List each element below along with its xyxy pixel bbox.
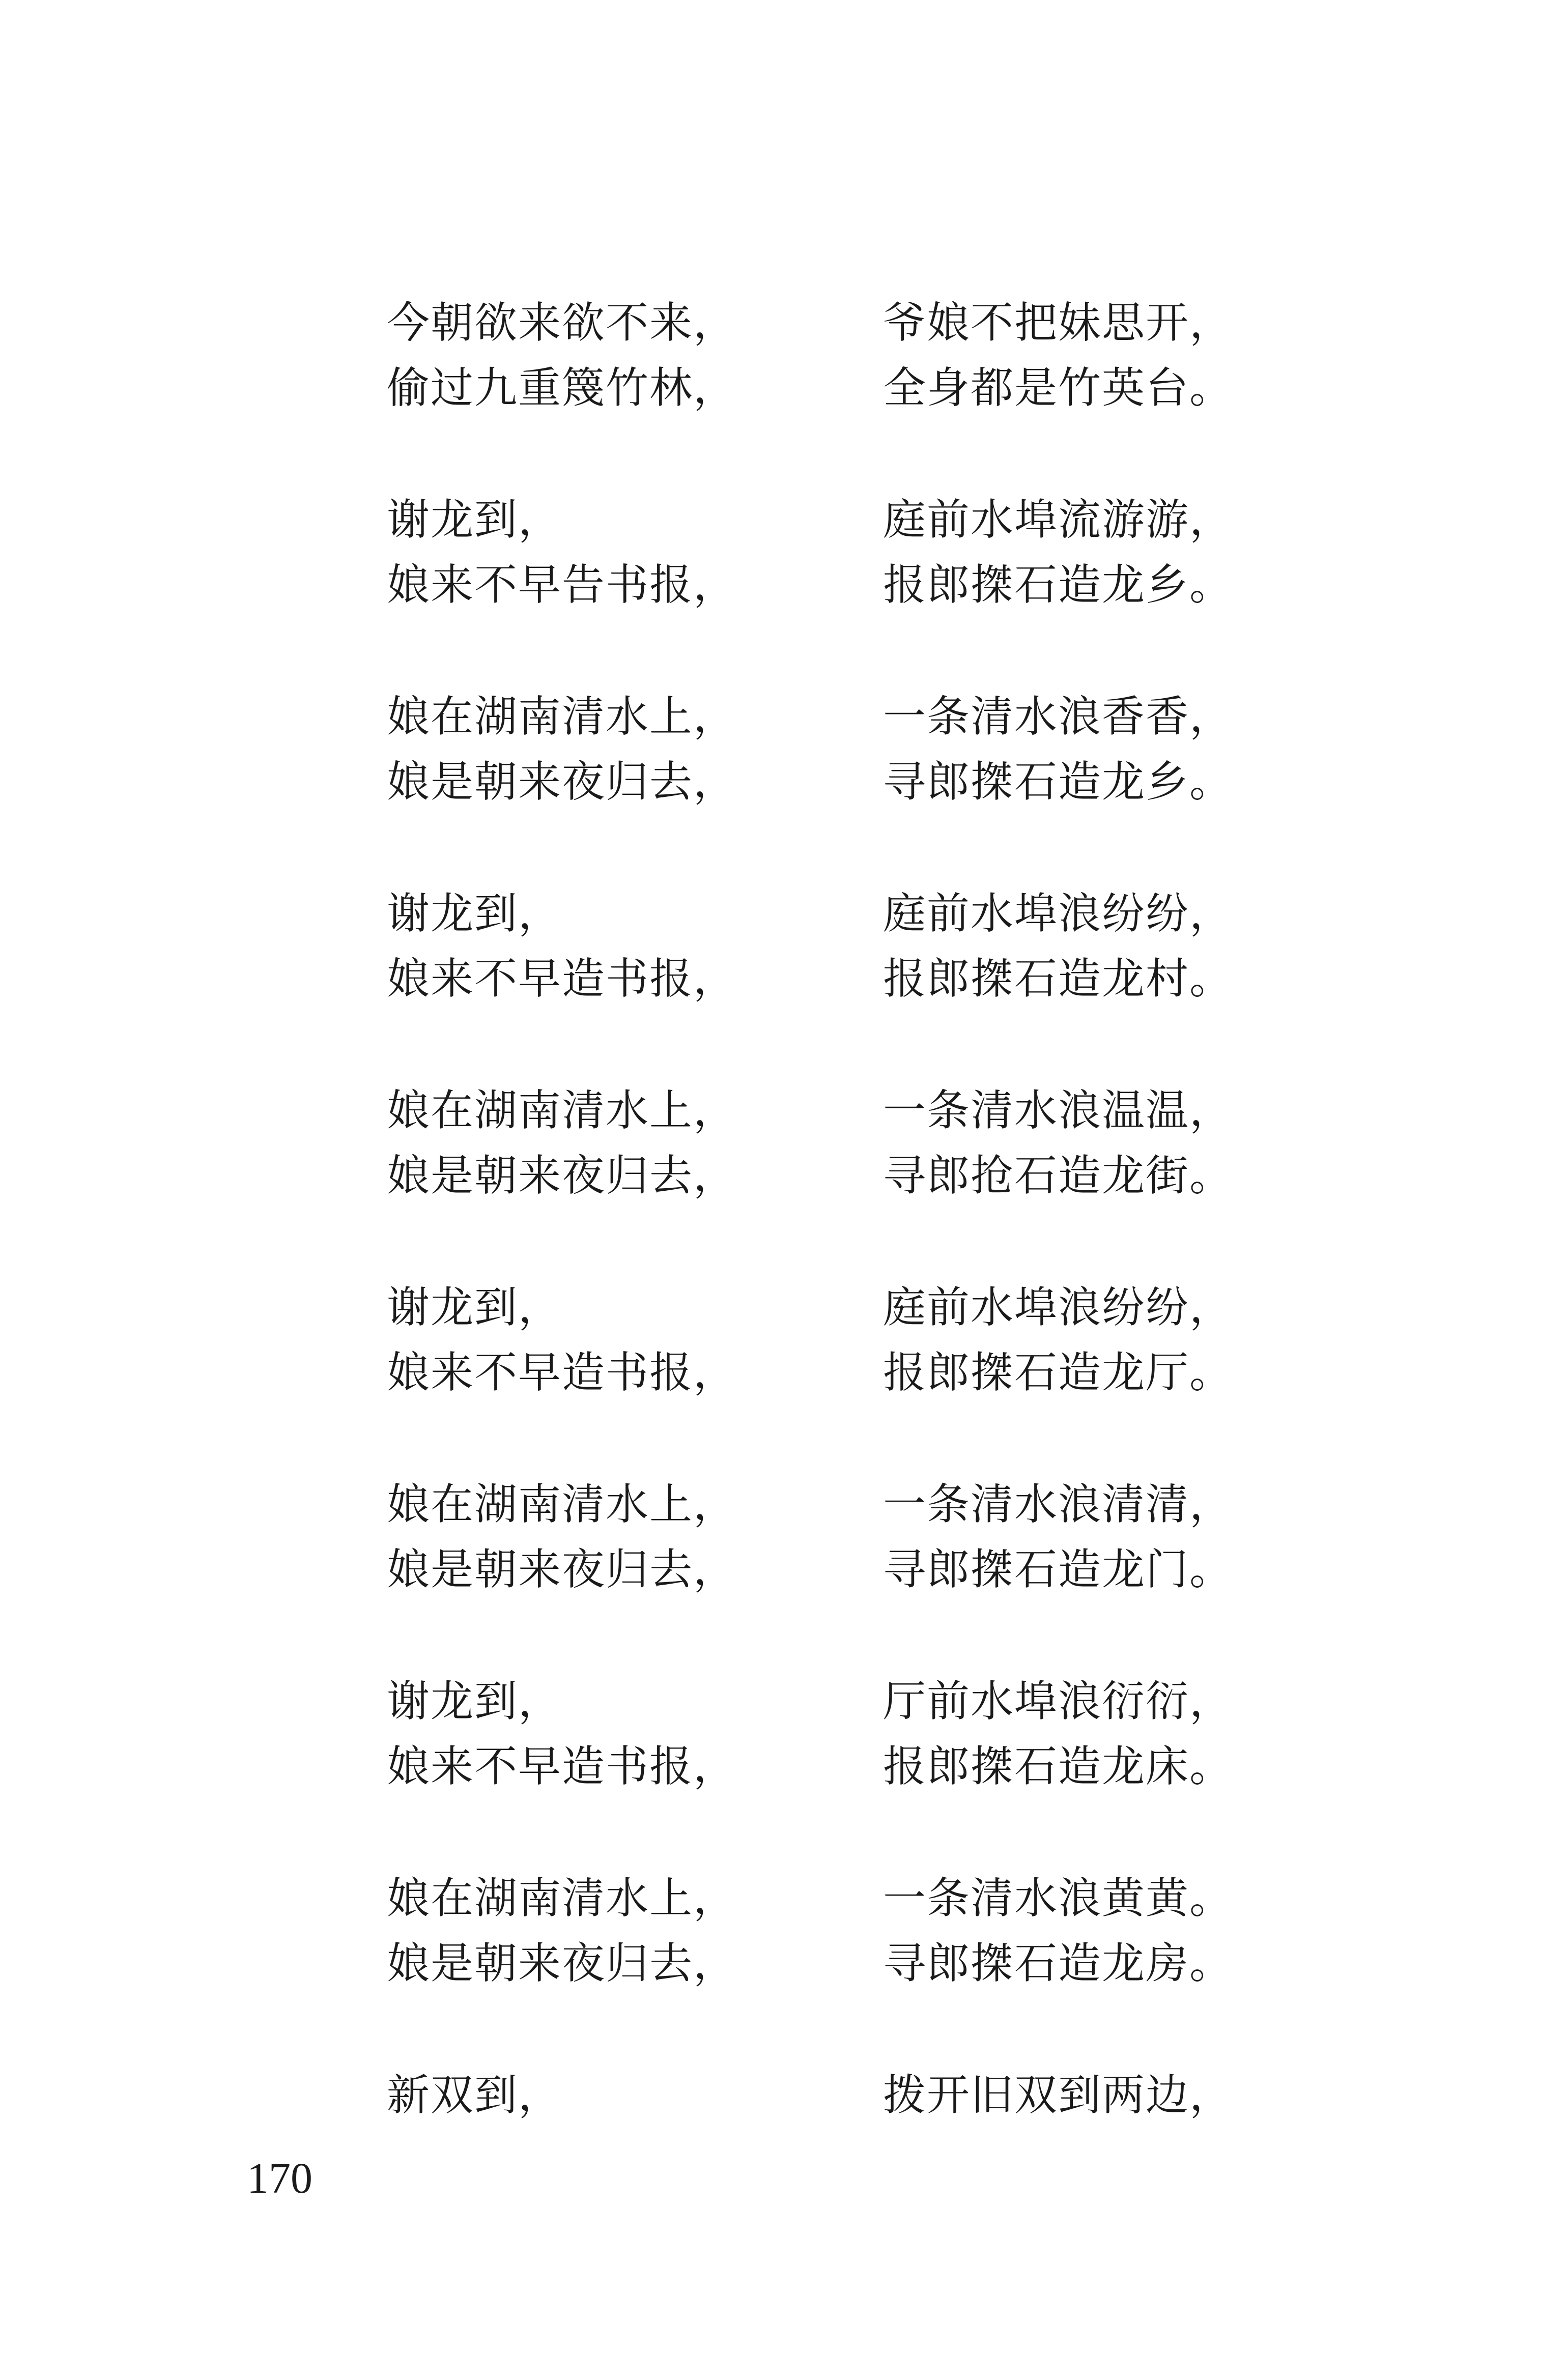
page-number: 170 — [247, 2154, 312, 2202]
poem-line: 新双到， — [387, 2070, 562, 2120]
poem-line: 娘是朝来夜归去， — [387, 1938, 737, 1988]
poem-line: 娘在湖南清水上， — [387, 692, 737, 741]
stanza — [387, 2062, 1252, 2193]
poem-line: 今朝欲来欲不来， — [387, 298, 737, 348]
poem-line: 娘在湖南清水上， — [387, 1479, 737, 1529]
poem-line: 一条清水浪黄黄。 — [883, 1873, 1234, 1923]
stanza — [387, 290, 1252, 420]
stanza — [387, 881, 1252, 1011]
stanza — [387, 1866, 1252, 1996]
poem-line: 报郎搩石造龙村。 — [883, 954, 1234, 1003]
poem-line: 庭前水埠流游游， — [883, 495, 1234, 544]
poem-line: 偷过九重篾竹林， — [387, 363, 737, 413]
poem-line: 厅前水埠浪衍衍， — [883, 1676, 1234, 1726]
poem-line: 娘来不早告书报， — [387, 560, 737, 610]
stanza — [387, 1669, 1252, 1799]
poem-line: 娘是朝来夜归去， — [387, 1544, 737, 1594]
poem-line: 娘来不早造书报， — [387, 954, 737, 1003]
poem-line: 娘来不早造书报， — [387, 1741, 737, 1791]
stanza — [387, 487, 1252, 617]
poem-line: 庭前水埠浪纷纷， — [883, 888, 1234, 938]
poem-line: 一条清水浪清清， — [883, 1479, 1234, 1529]
stanza — [387, 684, 1252, 814]
poem-line: 谢龙到， — [387, 1282, 562, 1332]
poem-line: 娘是朝来夜归去， — [387, 1151, 737, 1200]
poem-line: 一条清水浪香香， — [883, 692, 1234, 741]
poem-line: 寻郎搩石造龙门。 — [883, 1544, 1234, 1594]
poem-line: 谢龙到， — [387, 495, 562, 544]
poem-line: 谢龙到， — [387, 888, 562, 938]
stanza — [387, 1472, 1252, 1602]
poem-line: 全身都是竹英台。 — [883, 363, 1234, 413]
poem-line: 拨开旧双到两边， — [883, 2070, 1234, 2120]
poem-line: 报郎搩石造龙厅。 — [883, 1347, 1234, 1397]
poem-line: 庭前水埠浪纷纷， — [883, 1282, 1234, 1332]
poem-line: 娘是朝来夜归去， — [387, 757, 737, 807]
poem-line: 娘在湖南清水上， — [387, 1085, 737, 1135]
poem-line: 报郎搩石造龙乡。 — [883, 560, 1234, 610]
poem-line: 娘来不早造书报， — [387, 1347, 737, 1397]
poem-line: 报郎搩石造龙床。 — [883, 1741, 1234, 1791]
poem-line: 寻郎搩石造龙房。 — [883, 1938, 1234, 1988]
poem-line: 寻郎搩石造龙乡。 — [883, 757, 1234, 807]
poem-line: 一条清水浪温温， — [883, 1085, 1234, 1135]
stanza — [387, 1275, 1252, 1405]
poem-body — [387, 290, 1252, 2259]
poem-line: 寻郎抢石造龙街。 — [883, 1151, 1234, 1200]
poem-line: 娘在湖南清水上， — [387, 1873, 737, 1923]
poem-line: 爷娘不把妹思开， — [883, 298, 1234, 348]
poem-line: 谢龙到， — [387, 1676, 562, 1726]
stanza — [387, 1078, 1252, 1208]
